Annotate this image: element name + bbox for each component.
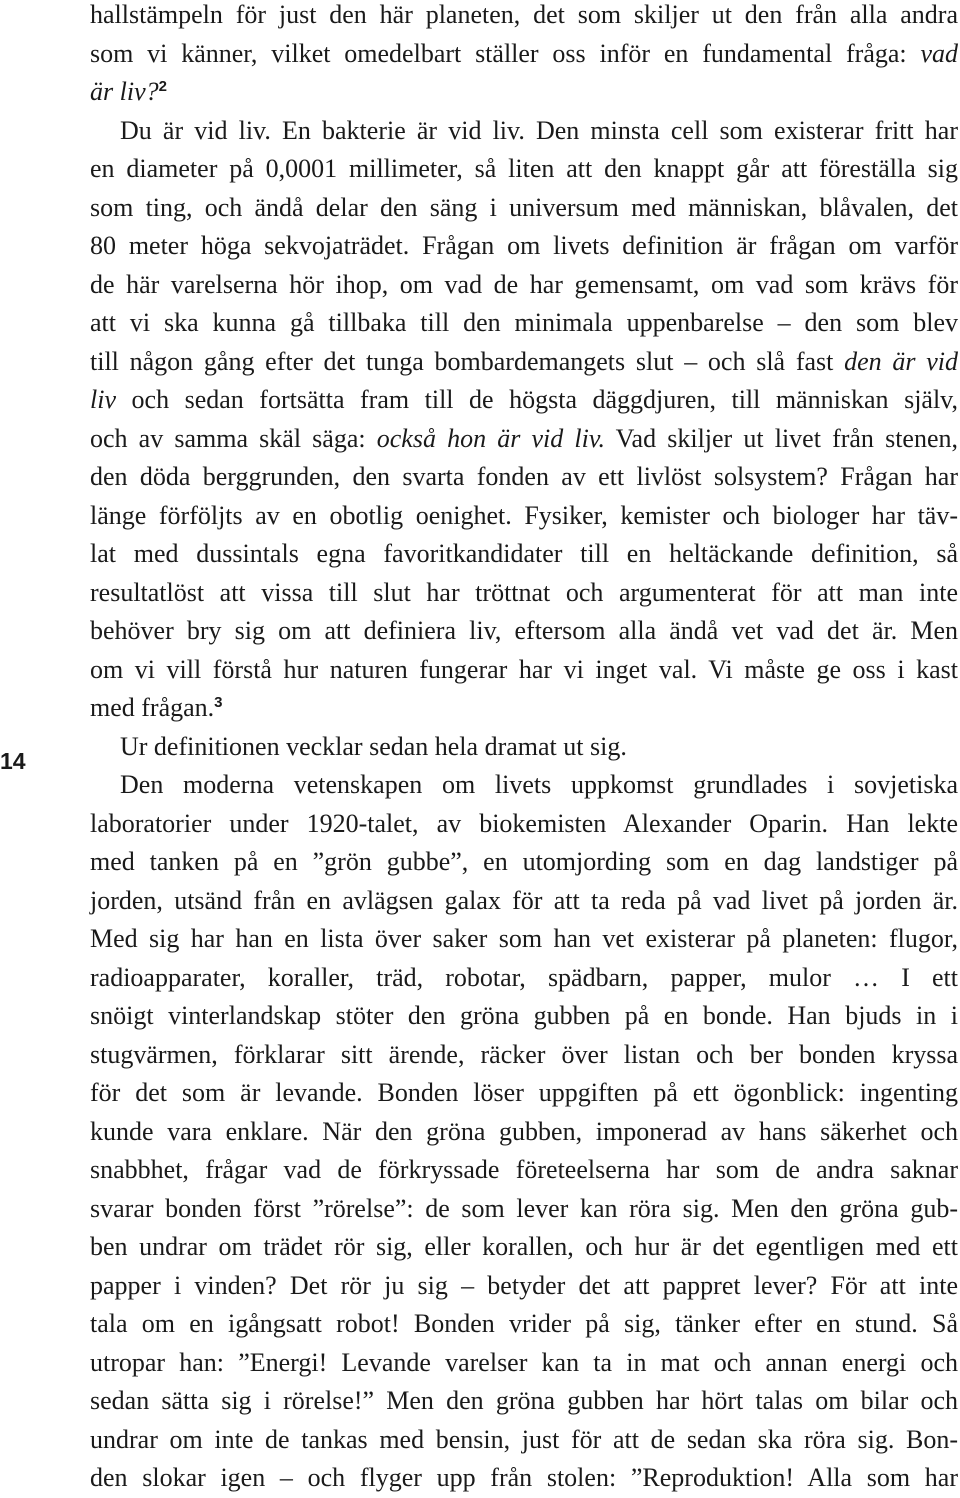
text-line	[90, 843, 958, 882]
text-segment: ben undrar om trädet rör sig, eller korallen, och hur är det egentligen med ett	[90, 1232, 958, 1261]
text-segment: till någon gång efter det tunga bombardemangets slut – och slå fast	[90, 346, 845, 376]
text-segment: och sedan fortsätta fram till de högsta däggdjuren, till människan själv,	[116, 385, 958, 414]
text-segment: Med sig har han en lista över saker som han vet existerar på planeten: flugor,	[90, 924, 958, 953]
text-segment: snabbhet, frågar vad de förkryssade företeelserna har som de andra saknar	[90, 1155, 958, 1184]
text-line	[90, 420, 958, 459]
text-segment: om vi vill förstå hur naturen fungerar har vi inget val. Vi måste ge oss i kast	[90, 654, 958, 684]
text-line	[90, 1074, 958, 1113]
text-segment: radioapparater, koraller, träd, robotar, spädbarn, papper, mulor … I ett	[90, 962, 958, 992]
text-line	[90, 920, 958, 959]
text-line	[90, 304, 958, 343]
text-line	[90, 1113, 958, 1152]
text-line	[90, 458, 958, 497]
text-segment: den slokar igen – och flyger upp från stolen: ”Reproduktion! Alla som har	[90, 1463, 958, 1492]
text-segment: och av samma skäl säga:	[90, 423, 377, 453]
text-line	[90, 227, 958, 266]
body-text	[90, 0, 958, 1498]
text-segment: de här varelserna hör ihop, om vad de har gemensamt, om vad som krävs för	[90, 269, 958, 299]
text-segment: kunde vara enklare. När den gröna gubben, imponerad av hans säkerhet och	[90, 1116, 958, 1146]
footnote-ref: 3	[214, 694, 223, 711]
text-line	[90, 766, 958, 805]
italic-text: liv	[90, 385, 116, 414]
text-line	[90, 1421, 958, 1460]
italic-text: den är vid	[844, 346, 959, 376]
text-segment: Den moderna vetenskapen om livets uppkomst grundlades i sovjetiska	[120, 770, 958, 799]
text-line	[90, 651, 958, 690]
text-line	[90, 1036, 958, 1075]
text-segment: som vi känner, vilket omedelbart ställer oss inför en fundamental fråga:	[90, 38, 921, 68]
text-segment: att vi ska kunna gå tillbaka till den minimala uppenbarelse – den som blev	[90, 308, 958, 337]
text-segment: för det som är levande. Bonden löser uppgiften på ett ögonblick: ingenting	[90, 1078, 958, 1107]
text-segment: jorden, utsänd från en avlägsen galax för att ta reda på vad livet på jorden är.	[90, 885, 958, 915]
text-line	[90, 150, 958, 189]
text-line	[90, 1382, 958, 1421]
text-line	[90, 1267, 958, 1306]
text-line	[90, 1228, 958, 1267]
text-line	[90, 1151, 958, 1190]
text-line	[90, 73, 958, 112]
text-segment: undrar om inte de tankas med bensin, just för att de sedan ska röra sig. Bon-	[90, 1424, 958, 1454]
text-segment: hallstämpeln för just den här planeten, det som skiljer ut den från alla andra	[90, 0, 958, 29]
text-segment: lat med dussintals egna favoritkandidater till en heltäckande definition, så	[90, 539, 958, 568]
text-segment: snöigt vinterlandskap stöter den gröna gubben på en bonde. Han bjuds in i	[90, 1001, 958, 1030]
text-segment: Ur definitionen vecklar sedan hela dramat ut sig.	[120, 731, 627, 761]
text-segment: papper i vinden? Det rör ju sig – betyder det att pappret lever? För att inte	[90, 1270, 958, 1300]
text-line	[90, 805, 958, 844]
text-line	[90, 1305, 958, 1344]
text-segment: 80 meter höga sekvojaträdet. Frågan om livets definition är frågan om varför	[90, 231, 958, 260]
text-segment: stugvärmen, förklarar sitt ärende, räcker över listan och ber bonden kryssa	[90, 1039, 958, 1069]
text-segment: med frågan.	[90, 693, 215, 722]
text-line	[90, 35, 958, 74]
text-segment: tala om en igångsatt robot! Bonden vrider på sig, tänker efter en stund. Så	[90, 1309, 958, 1338]
text-segment: Vad skiljer ut livet från stenen,	[604, 423, 958, 453]
text-segment: behöver bry sig om att definiera liv, eftersom alla ändå vet vad det är. Men	[90, 616, 958, 645]
text-segment: laboratorier under 1920-talet, av biokemisten Alexander Oparin. Han lekte	[90, 808, 958, 838]
text-line	[90, 0, 958, 35]
text-segment: en diameter på 0,0001 millimeter, så liten att den knappt går att föreställa sig	[90, 154, 958, 183]
text-segment: den döda berggrunden, den svarta fonden av ett livlöst solsystem? Frågan har	[90, 462, 958, 491]
text-line	[90, 997, 958, 1036]
text-line	[90, 497, 958, 536]
text-segment: länge förföljts av en obotlig oenighet. Fysiker, kemister och biologer har täv-	[90, 500, 958, 530]
text-line	[90, 189, 958, 228]
text-line	[90, 1190, 958, 1229]
text-segment: som ting, och ändå delar den säng i universum med människan, blåvalen, det	[90, 192, 958, 222]
text-segment: Du är vid liv. En bakterie är vid liv. Den minsta cell som existerar fritt har	[120, 115, 958, 145]
text-line	[90, 728, 958, 767]
footnote-ref: 2	[158, 78, 167, 95]
text-line	[90, 574, 958, 613]
text-line	[90, 612, 958, 651]
text-line	[90, 1459, 958, 1498]
text-segment: resultatlöst att vissa till slut har tröttnat och argumenterat för att man inte	[90, 577, 958, 607]
text-line	[90, 959, 958, 998]
italic-text: vad	[920, 38, 958, 68]
italic-text: är liv?	[90, 77, 159, 106]
text-line	[90, 343, 958, 382]
text-line	[90, 535, 958, 574]
page-number: 14	[0, 748, 26, 774]
italic-text: också hon är vid liv.	[376, 423, 605, 453]
text-segment: sedan sätta sig i rörelse!” Men den gröna gubben har hört talas om bilar och	[90, 1386, 958, 1415]
text-line	[90, 112, 958, 151]
text-segment: med tanken på en ”grön gubbe”, en utomjording som en dag landstiger på	[90, 847, 958, 876]
text-line	[90, 882, 958, 921]
text-line	[90, 381, 958, 420]
text-line	[90, 266, 958, 305]
text-line	[90, 1344, 958, 1383]
text-segment: svarar bonden först ”rörelse”: de som lever kan röra sig. Men den gröna gub-	[90, 1193, 958, 1223]
text-segment: utropar han: ”Energi! Levande varelser kan ta in mat och annan energi och	[90, 1347, 958, 1377]
text-line	[90, 689, 958, 728]
